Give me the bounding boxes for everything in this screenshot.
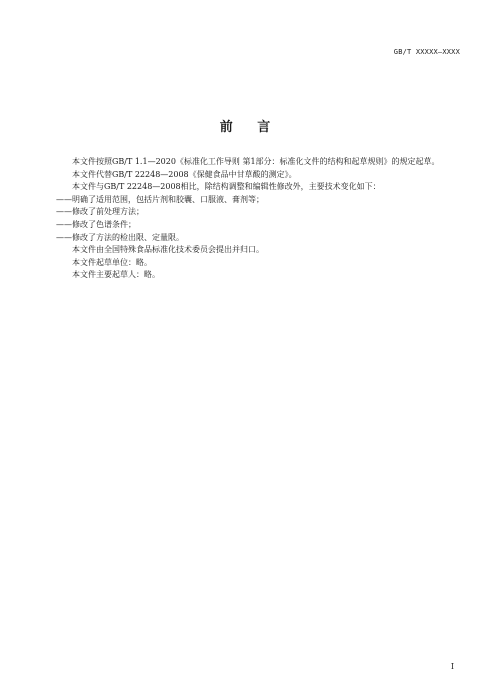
change-item: ——修改了色谱条件；: [56, 219, 136, 229]
change-item: ——明确了适用范围，包括片剂和胶囊、口服液、膏剂等；: [56, 194, 264, 204]
change-item: ——修改了方法的检出限、定量限。: [56, 232, 184, 242]
paragraph-committee: 本文件由全国特殊食品标准化技术委员会提出并归口。: [72, 245, 264, 255]
foreword-body: [56, 156, 451, 282]
paragraph-drafters: 本文件主要起草人：略。: [72, 270, 160, 280]
paragraph-changes-intro: 本文件与GB/T 22248—2008相比，除结构调整和编辑性修改外，主要技术变化如下：: [72, 182, 381, 192]
paragraph-drafting-rule: 本文件按照GB/T 1.1—2020《标准化工作导则 第1部分：标准化文件的结构和起草规则》的规定起草。: [72, 157, 440, 166]
paragraph-drafting-units: 本文件起草单位：略。: [72, 257, 152, 267]
change-item: ——修改了前处理方法；: [56, 207, 144, 217]
page-title: 前 言: [219, 120, 281, 135]
standard-code: GB/T XXXXX—XXXX: [393, 48, 460, 56]
page-number: I: [450, 662, 454, 671]
paragraph-replaces: 本文件代替GB/T 22248—2008《保健食品中甘草酸的测定》。: [72, 169, 297, 179]
